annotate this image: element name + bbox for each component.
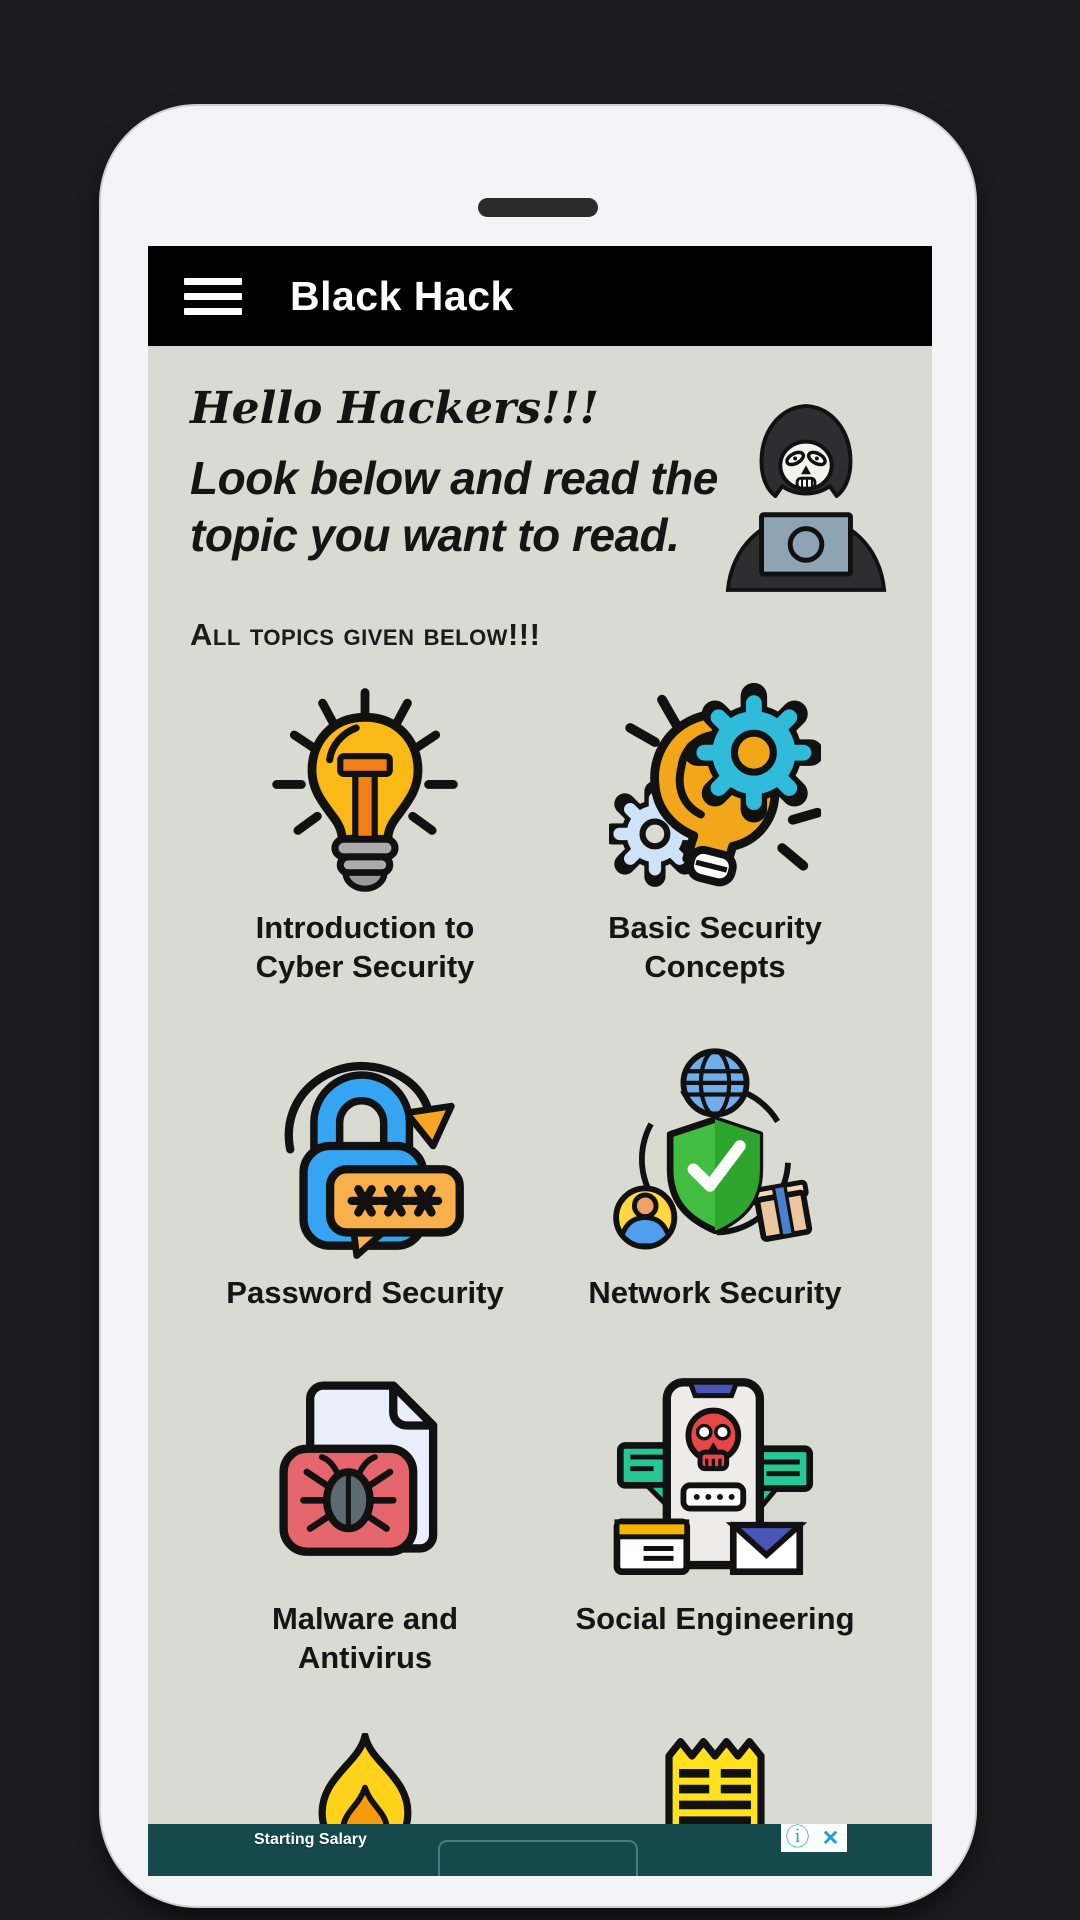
padlock-password-icon [257,1043,473,1259]
topic-label: Malware and Antivirus [271,1601,459,1675]
app-title: Black Hack [290,272,514,319]
topic-label: Basic Security Concepts [608,910,822,984]
phone-skull-icon [607,1369,823,1585]
globe-shield-network-icon [607,1043,823,1259]
ad-cta-button[interactable] [438,1840,638,1876]
document-bug-icon [257,1369,473,1585]
hooded-hacker-laptop-icon [722,400,890,593]
lightbulb-gears-icon [609,682,821,894]
topics-note: All topics given below!!! [190,617,541,652]
ad-info-icon[interactable]: ⓘ [781,1824,814,1852]
topic-card-intro-cyber-security[interactable] [190,669,540,986]
app-screen [148,246,932,1876]
topics-grid [190,669,890,1876]
app-bar [148,246,932,346]
topic-card-social-engineering[interactable] [540,1367,890,1677]
lightbulb-rays-icon [259,682,471,894]
phone-frame [101,106,975,1906]
topic-label: Password Security [226,1275,504,1310]
speaker-notch [478,198,598,217]
ad-controls [781,1824,847,1852]
hero-section [190,384,890,593]
hero-text [190,384,718,564]
topic-label: Network Security [588,1275,842,1310]
hero-headline: Look below and read the topic you want to read. [190,452,718,561]
ad-headline: Starting Salary [254,1831,367,1848]
topic-card-basic-security-concepts[interactable] [540,669,890,986]
topic-card-malware-antivirus[interactable] [190,1367,540,1677]
topic-card-password-security[interactable] [190,1041,540,1312]
greeting-text: Hello Hackers!!! [190,383,599,434]
topic-label: Introduction to Cyber Security [255,910,475,984]
ad-close-icon[interactable]: ✕ [814,1824,847,1852]
topic-label: Social Engineering [575,1601,855,1636]
topic-card-network-security[interactable] [540,1041,890,1312]
content-area [148,346,932,1876]
hamburger-menu-icon[interactable] [184,278,242,315]
ad-banner[interactable] [148,1824,932,1876]
